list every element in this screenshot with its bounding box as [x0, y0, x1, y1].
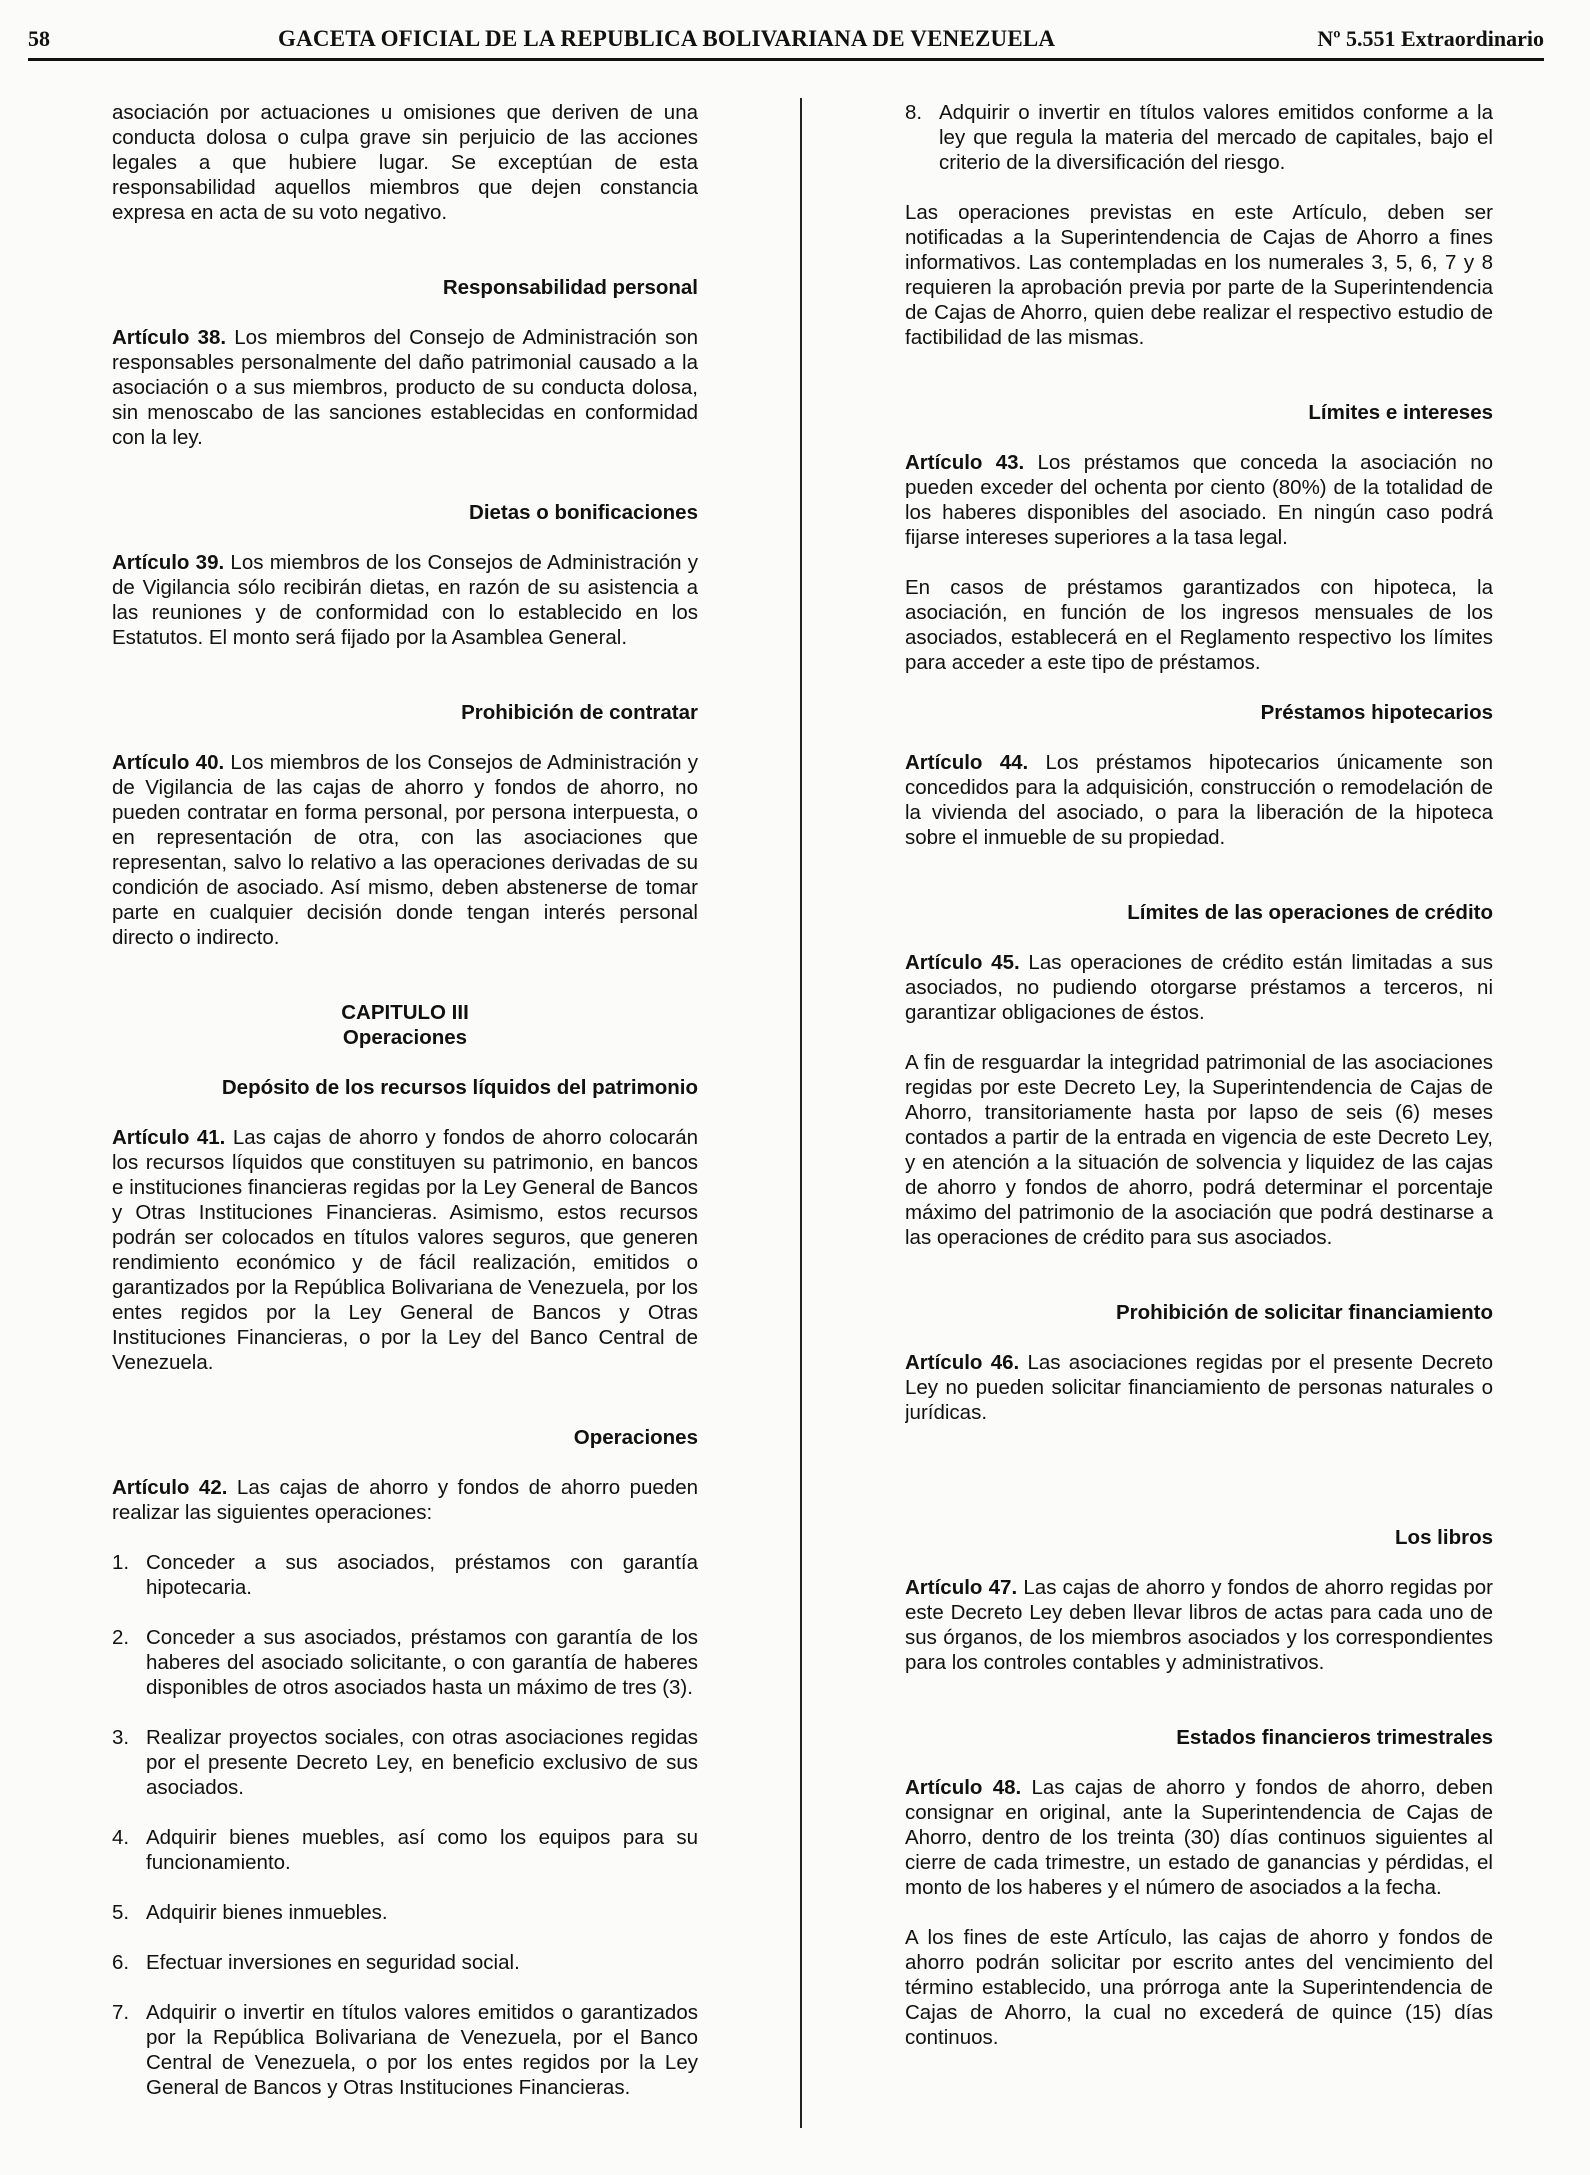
- article-43-label: Artículo 43.: [905, 451, 1025, 474]
- continued-paragraph: asociación por actuaciones u omisiones que deriven de una conducta dolosa o culpa grave sin perjuicio de las acciones legales a que hubiere lugar. Se exceptúan de esta responsabilidad aquellos miembros que dejen constancia expresa en acta de su voto negativo.: [112, 101, 698, 224]
- article-40-label: Artículo 40.: [112, 751, 225, 774]
- left-column: [112, 100, 698, 2145]
- list-item: [112, 1725, 698, 1800]
- list-item: [112, 1550, 698, 1600]
- heading-article-39: Dietas o bonificaciones: [469, 501, 698, 524]
- article-42-label: Artículo 42.: [112, 1476, 228, 1499]
- article-48: [905, 1775, 1493, 1900]
- chapter-heading: [112, 1000, 698, 1050]
- list-item-number: 8.: [905, 101, 923, 124]
- article-44: [905, 750, 1493, 850]
- article-48-paragraph-2: A los fines de este Artículo, las cajas de ahorro y fondos de ahorro podrán solicitar por escrito antes del vencimiento del término establecido, una prórroga ante la Superintendencia de Cajas de Ahorro, la cual no excederá de quince (15) días continuos.: [905, 1926, 1493, 2049]
- heading-article-48: Estados financieros trimestrales: [1176, 1726, 1493, 1749]
- heading-article-40: Prohibición de contratar: [461, 701, 698, 724]
- list-item: [112, 1625, 698, 1700]
- list-item: [905, 100, 1493, 175]
- article-47-label: Artículo 47.: [905, 1576, 1018, 1599]
- list-item-text: Conceder a sus asociados, préstamos con garantía hipotecaria.: [146, 1551, 698, 1599]
- heading-article-41: Depósito de los recursos líquidos del patrimonio: [221, 1076, 698, 1099]
- article-43: [905, 450, 1493, 550]
- chapter-number: CAPITULO III: [341, 1001, 469, 1024]
- chapter-title: Operaciones: [342, 1026, 468, 1049]
- list-item-number: 4.: [112, 1826, 130, 1849]
- article-38-text: Los miembros del Consejo de Administración son responsables personalmente del daño patrimonial causado a la asociación o a sus miembros, producto de su conducta dolosa, sin menoscabo de las sanciones establecidas en conformidad con la ley.: [112, 326, 698, 449]
- article-40-text: Los miembros de los Consejos de Administración y de Vigilancia de las cajas de ahorro y fondos de ahorro, no pueden contratar en forma personal, por persona interpuesta, o en representación de otra, con las asociaciones que representan, salvo lo relativo a las operaciones derivadas de su condición de asociado. Así mismo, deben abstenerse de tomar parte en cualquier decisión donde tengan interés personal directo o indirecto.: [112, 751, 698, 949]
- list-item-text: Conceder a sus asociados, préstamos con garantía de los haberes del asociado solicitante, o con garantía de haberes disponibles de otros asociados hasta un máximo de tres (3).: [146, 1626, 698, 1699]
- article-38-label: Artículo 38.: [112, 326, 227, 349]
- article-44-text: Los préstamos hipotecarios únicamente son concedidos para la adquisición, construcción o remodelación de la vivienda del asociado, o para la liberación de la hipoteca sobre el inmueble de su propiedad.: [905, 751, 1493, 849]
- list-item-text: Adquirir bienes inmuebles.: [146, 1901, 388, 1924]
- article-39-text: Los miembros de los Consejos de Administración y de Vigilancia sólo recibirán dietas, en razón de su asistencia a las reuniones y de conformidad con lo establecido en los Estatutos. El monto será fijado por la Asamblea General.: [112, 551, 698, 649]
- article-48-label: Artículo 48.: [905, 1776, 1022, 1799]
- article-41: [112, 1125, 698, 1375]
- right-column: [905, 100, 1493, 2145]
- article-46-text: Las asociaciones regidas por el presente Decreto Ley no pueden solicitar financiamiento de personas naturales o jurídicas.: [905, 1351, 1493, 1424]
- article-41-text: Las cajas de ahorro y fondos de ahorro colocarán los recursos líquidos que constituyen su patrimonio, en bancos e instituciones financieras regidas por la Ley General de Bancos y Otras Instituciones Financieras. Asimismo, estos recursos podrán ser colocados en títulos valores seguros, que generen rendimiento económico y de fácil realización, emitidos o garantizados por la República Bolivariana de Venezuela, por los entes regidos por la Ley General de Bancos y Otras Instituciones Financieras, o por la Ley del Banco Central de Venezuela.: [112, 1126, 698, 1374]
- list-item-text: Realizar proyectos sociales, con otras asociaciones regidas por el presente Decreto Ley, en beneficio exclusivo de sus asociados.: [146, 1726, 698, 1799]
- list-item-text: Adquirir bienes muebles, así como los equipos para su funcionamiento.: [146, 1826, 698, 1874]
- article-46-label: Artículo 46.: [905, 1351, 1020, 1374]
- list-item-number: 2.: [112, 1626, 130, 1649]
- list-item: [112, 1950, 698, 1975]
- article-38: [112, 325, 698, 450]
- list-item-text: Efectuar inversiones en seguridad social.: [146, 1951, 520, 1974]
- list-item: [112, 2000, 698, 2100]
- column-divider: [800, 98, 802, 2128]
- page-number: 58: [28, 26, 50, 51]
- list-item-number: 6.: [112, 1951, 130, 1974]
- operations-paragraph: Las operaciones previstas en este Artículo, deben ser notificadas a la Superintendencia de Cajas de Ahorro a fines informativos. Las contempladas en los numerales 3, 5, 6, 7 y 8 requieren la aprobación previa por parte de la Superintendencia de Cajas de Ahorro, quien debe realizar el respectivo estudio de factibilidad de las mismas.: [905, 201, 1493, 349]
- article-43-paragraph-2: En casos de préstamos garantizados con hipoteca, la asociación, en función de los ingresos mensuales de los asociados, establecerá en el Reglamento respectivo los límites para acceder a este tipo de préstamos.: [905, 576, 1493, 674]
- article-45-label: Artículo 45.: [905, 951, 1020, 974]
- page-header: [28, 18, 1544, 61]
- article-44-label: Artículo 44.: [905, 751, 1029, 774]
- article-40: [112, 750, 698, 950]
- article-39: [112, 550, 698, 650]
- article-46: [905, 1350, 1493, 1425]
- list-item-number: 1.: [112, 1551, 130, 1574]
- article-45-paragraph-2: A fin de resguardar la integridad patrimonial de las asociaciones regidas por este Decreto Ley, la Superintendencia de Cajas de Ahorro, transitoriamente hasta por lapso de seis (6) meses contados a partir de la entrada en vigencia de este Decreto Ley, y en atención a la situación de solvencia y liquidez de las cajas de ahorro y fondos de ahorro, podrá determinar el porcentaje máximo del patrimonio de la asociación que podrá destinarse a las operaciones de crédito para sus asociados.: [905, 1051, 1493, 1249]
- article-39-label: Artículo 39.: [112, 551, 225, 574]
- article-41-label: Artículo 41.: [112, 1126, 226, 1149]
- list-item: [112, 1900, 698, 1925]
- list-item-text: Adquirir o invertir en títulos valores emitidos conforme a la ley que regula la materia del mercado de capitales, bajo el criterio de la diversificación del riesgo.: [939, 101, 1493, 174]
- list-item: [112, 1825, 698, 1875]
- article-42: [112, 1475, 698, 1525]
- list-item-number: 7.: [112, 2001, 130, 2024]
- heading-article-43: Límites e intereses: [1308, 401, 1493, 424]
- article-47: [905, 1575, 1493, 1675]
- edition-number: Nº 5.551 Extraordinario: [1317, 26, 1544, 51]
- article-43-text: Los préstamos que conceda la asociación no pueden exceder del ochenta por ciento (80%) de la totalidad de los haberes disponibles del asociado. En ningún caso podrá fijarse intereses superiores a la tasa legal.: [905, 451, 1493, 549]
- article-45: [905, 950, 1493, 1025]
- heading-article-46: Prohibición de solicitar financiamiento: [1115, 1301, 1493, 1324]
- operations-list: [112, 1550, 698, 2100]
- heading-article-44: Préstamos hipotecarios: [1260, 701, 1493, 724]
- list-item-number: 3.: [112, 1726, 130, 1749]
- operations-list-continued: [905, 100, 1493, 175]
- heading-article-38: Responsabilidad personal: [442, 276, 698, 299]
- heading-article-42: Operaciones: [573, 1426, 698, 1449]
- list-item-text: Adquirir o invertir en títulos valores emitidos o garantizados por la República Bolivariana de Venezuela, por el Banco Central de Venezuela, o por los entes regidos por la Ley General de Bancos y Otras Instituciones Financieras.: [146, 2001, 698, 2099]
- heading-article-47: Los libros: [1395, 1526, 1493, 1549]
- article-42-text: Las cajas de ahorro y fondos de ahorro pueden realizar las siguientes operaciones:: [112, 1476, 698, 1524]
- heading-article-45: Límites de las operaciones de crédito: [1127, 901, 1493, 924]
- article-48-text: Las cajas de ahorro y fondos de ahorro, deben consignar en original, ante la Superintendencia de Cajas de Ahorro, dentro de los treinta (30) días continuos siguientes al cierre de cada trimestre, un estado de ganancias y pérdidas, el monto de los haberes y el número de asociados a la fecha.: [905, 1776, 1493, 1899]
- article-47-text: Las cajas de ahorro y fondos de ahorro regidas por este Decreto Ley deben llevar libros de actas para cada uno de sus órganos, de los miembros asociados y los correspondientes para los controles contables y administrativos.: [905, 1576, 1493, 1674]
- list-item-number: 5.: [112, 1901, 130, 1924]
- article-45-text: Las operaciones de crédito están limitadas a sus asociados, no pudiendo otorgarse préstamos a terceros, ni garantizar obligaciones de éstos.: [905, 951, 1493, 1024]
- gazette-title: GACETA OFICIAL DE LA REPUBLICA BOLIVARIANA DE VENEZUELA: [278, 26, 1056, 51]
